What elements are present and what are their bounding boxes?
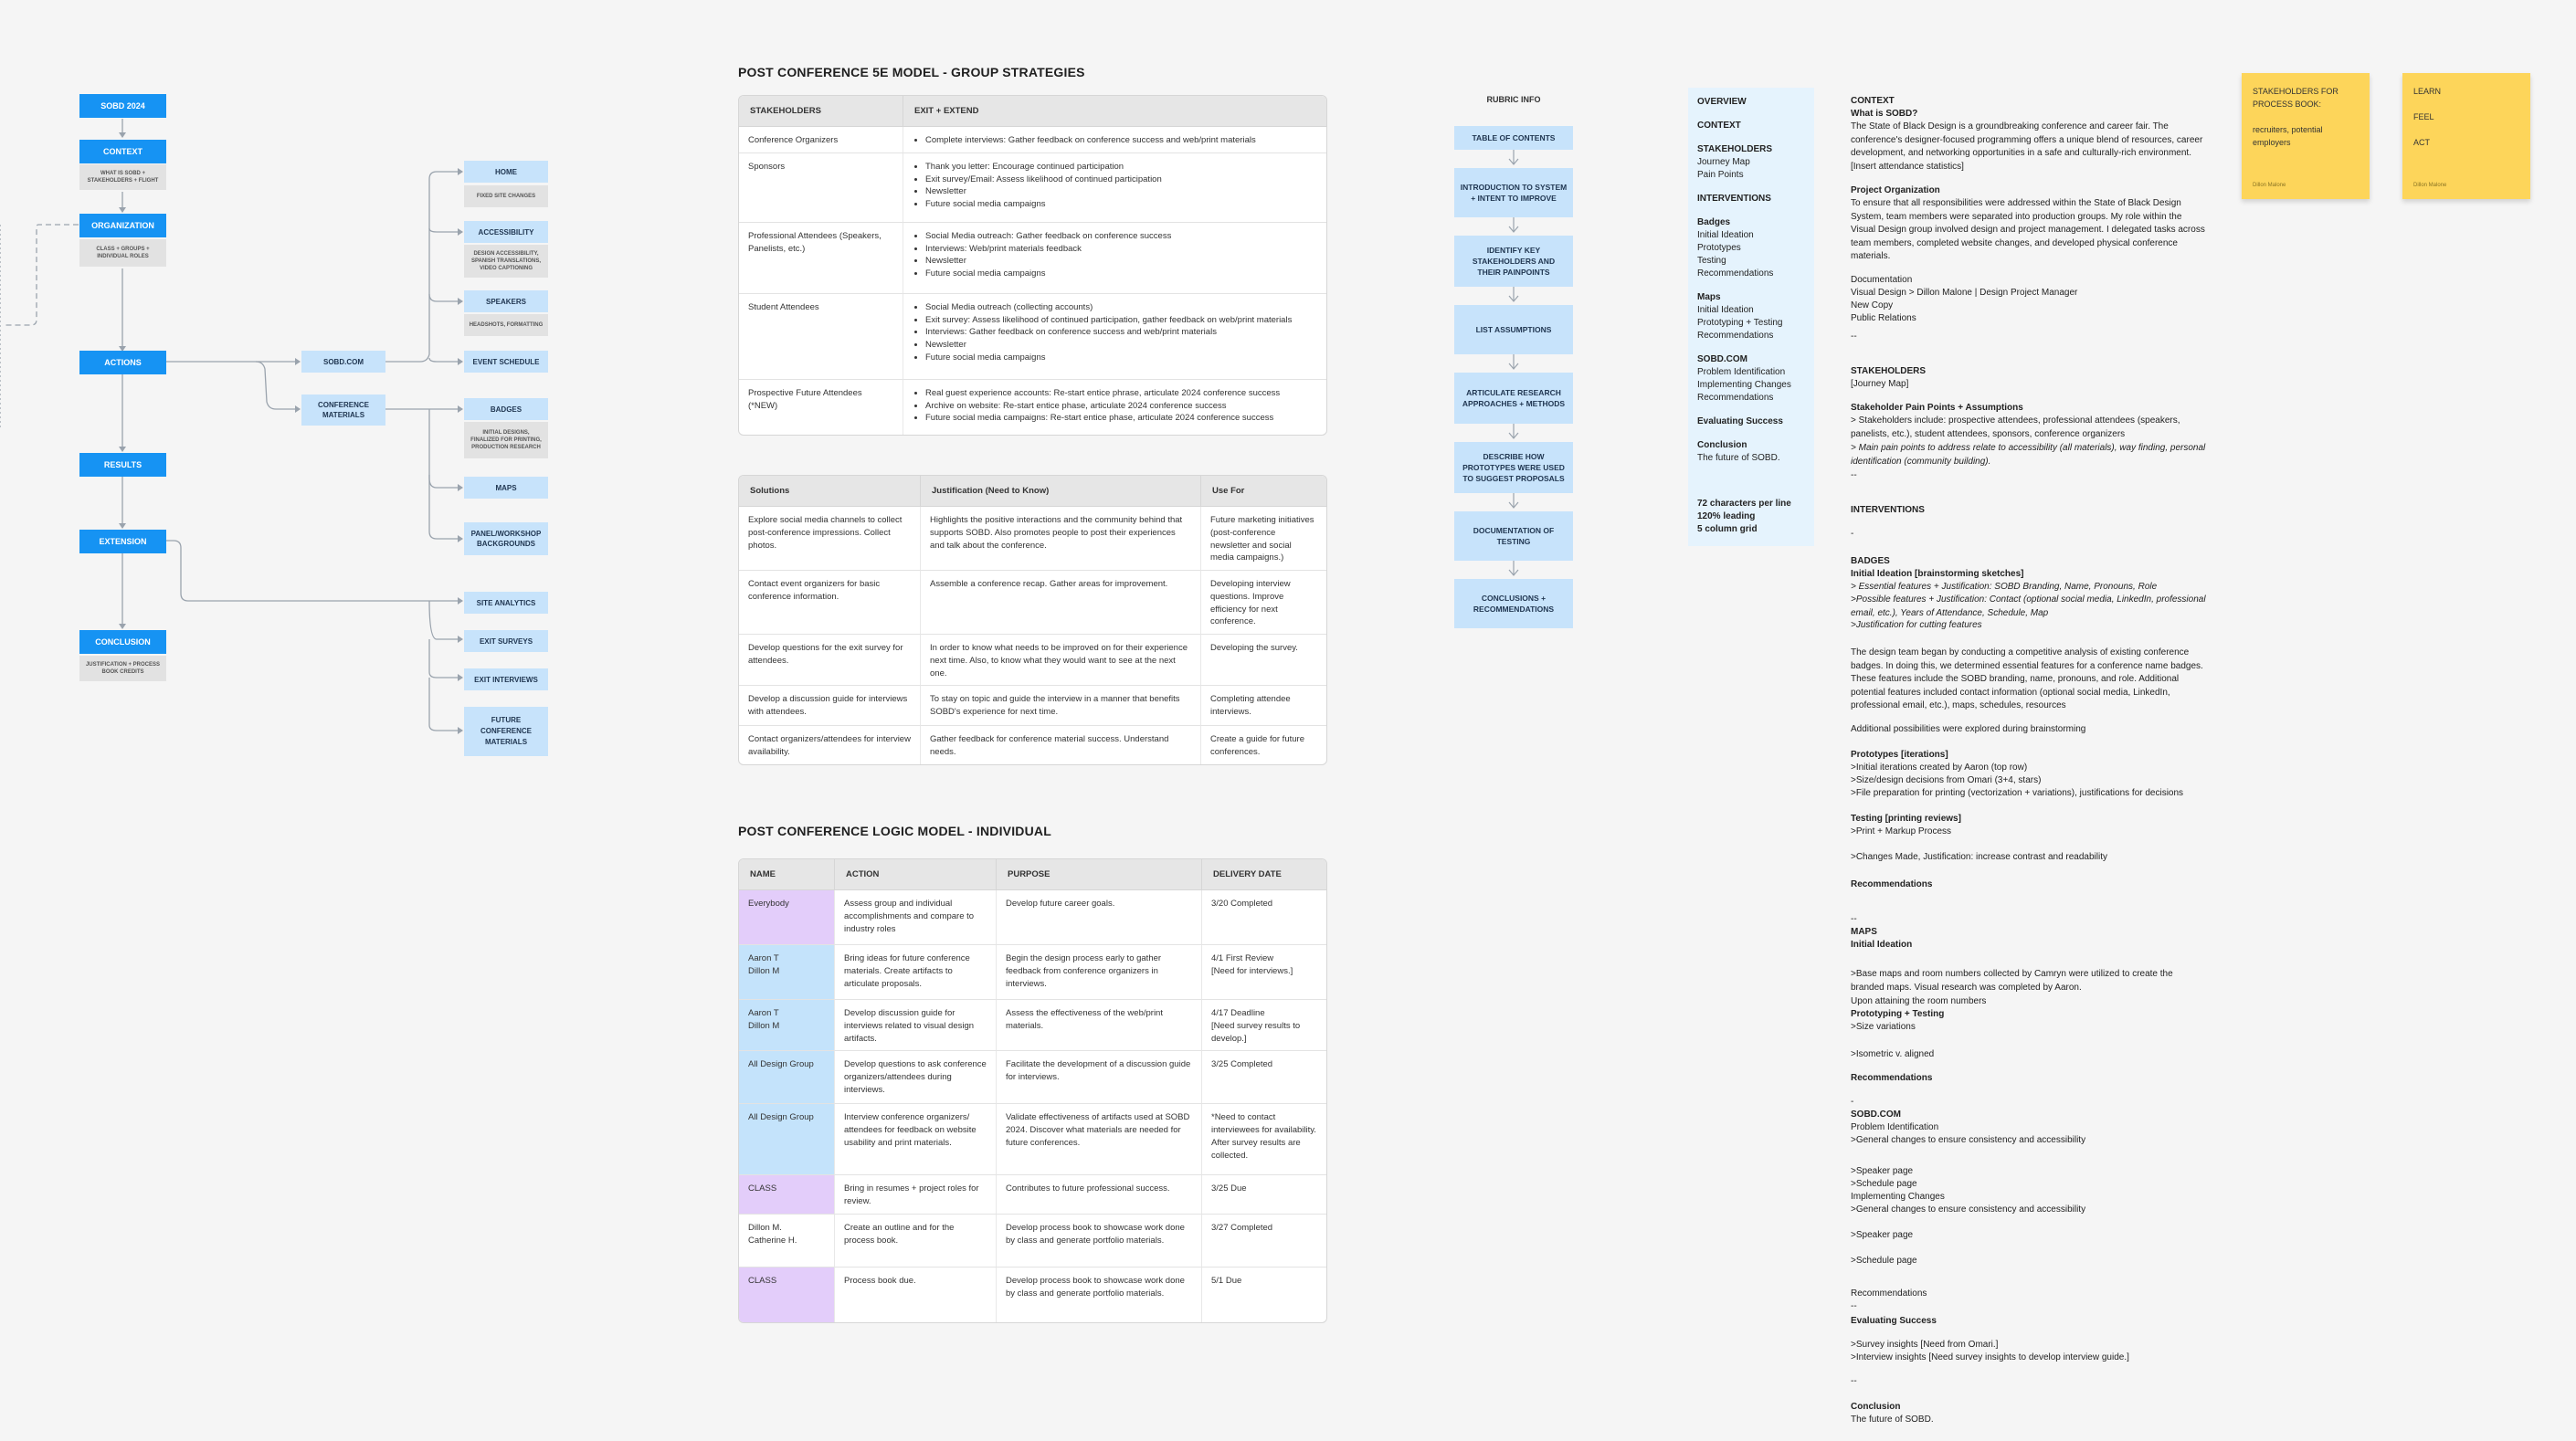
table-row: [739, 380, 1326, 435]
table-cell-date: 4/1 First Review [Need for interviews.]: [1202, 945, 1326, 1000]
table-cell-action: Develop discussion guide for interviews related to visual design artifacts.: [835, 1000, 997, 1051]
table-cell: Future marketing initiatives (post-conference newsletter and social media campaigns.): [1201, 507, 1326, 571]
table-cell-purpose: Develop future career goals.: [997, 890, 1202, 945]
note-line: >Size variations: [1851, 1022, 1916, 1032]
table-row: [739, 635, 1326, 686]
table-cell-date: *Need to contact interviewees for availability. After survey results are collected.: [1202, 1104, 1326, 1175]
sticky-author: Dillon Malone: [2253, 182, 2286, 188]
flow-node-organization[interactable]: ORGANIZATION: [79, 214, 166, 237]
exit-extend-cell: [903, 127, 1326, 153]
note-line: What is SOBD?: [1851, 109, 1918, 119]
table-cell-name: Everybody: [739, 890, 835, 945]
note-line: Additional possibilities were explored during brainstorming: [1851, 724, 2086, 734]
col-header: PURPOSE: [997, 859, 1202, 890]
col-header: Use For: [1201, 476, 1326, 507]
overview-item: Prototypes: [1697, 243, 1741, 253]
overview-item: Testing: [1697, 256, 1726, 266]
overview-item: Initial Ideation: [1697, 230, 1754, 240]
flow-note-conclusion: JUSTIFICATION + PROCESS BOOK CREDITS: [79, 656, 166, 681]
flow-node-context[interactable]: CONTEXT: [79, 140, 166, 163]
list-item: • Future social media campaigns: [925, 198, 1317, 211]
col-header: EXIT + EXTEND: [903, 96, 1326, 127]
overview-item: Recommendations: [1697, 331, 1774, 341]
rubric-item[interactable]: ARTICULATE RESEARCH APPROACHES + METHODS: [1454, 373, 1573, 424]
note-line: The future of SOBD.: [1851, 1415, 1934, 1425]
flow-note-badges: INITIAL DESIGNS, FINALIZED FOR PRINTING, PRODUCTION RESEARCH: [464, 422, 548, 458]
exit-extend-cell: [903, 294, 1326, 380]
overview-item: Prototyping + Testing: [1697, 318, 1783, 328]
table-cell-action: Bring ideas for future conference materials. Create artifacts to articulate proposals.: [835, 945, 997, 1000]
flow-node-results[interactable]: RESULTS: [79, 453, 166, 477]
note-line: >Justification for cutting features: [1851, 620, 1982, 630]
exit-extend-cell: [903, 223, 1326, 294]
note-line: >Schedule page: [1851, 1256, 1917, 1266]
table-row: [739, 1215, 1326, 1267]
table-row: [739, 945, 1326, 1000]
note-line: Initial Ideation [brainstorming sketches]: [1851, 569, 2024, 579]
table-row: [739, 153, 1326, 223]
table-row: [739, 127, 1326, 153]
table-cell: Highlights the positive interactions and the community behind that supports SOBD. Also promotes people to post their experiences and talk about the conference.: [921, 507, 1201, 571]
note-line: > Main pain points to address relate to accessibility (all materials), way finding, personal identification (community building).: [1851, 443, 2206, 467]
flow-node-conference-materials[interactable]: CONFERENCE MATERIALS: [301, 394, 385, 426]
stakeholder-cell: Conference Organizers: [739, 127, 903, 153]
table-cell-date: 3/25 Due: [1202, 1175, 1326, 1215]
table-cell-name: CLASS: [739, 1175, 835, 1215]
overview-item: Pain Points: [1697, 170, 1744, 180]
table-row: [739, 507, 1326, 571]
stakeholder-cell: Sponsors: [739, 153, 903, 223]
note-line: >General changes to ensure consistency and accessibility: [1851, 1204, 2086, 1215]
logic-model-table: [738, 858, 1327, 1323]
table-row: [739, 890, 1326, 945]
overview-item: 72 characters per line: [1697, 499, 1791, 509]
table-cell: Gather feedback for conference material success. Understand needs.: [921, 726, 1201, 764]
note-line: >Speaker page: [1851, 1166, 1914, 1176]
table-cell-date: 4/17 Deadline [Need survey results to develop.]: [1202, 1000, 1326, 1051]
table-cell-date: 3/25 Completed: [1202, 1051, 1326, 1104]
table-cell-purpose: Contributes to future professional success.: [997, 1175, 1202, 1215]
table-cell-name: Dillon M. Catherine H.: [739, 1215, 835, 1267]
note-line: >Schedule page: [1851, 1179, 1917, 1189]
exit-extend-cell: [903, 153, 1326, 223]
table-cell-date: 3/27 Completed: [1202, 1215, 1326, 1267]
flow-node-future-materials[interactable]: FUTURE CONFERENCE MATERIALS: [464, 707, 548, 756]
overview-item: Conclusion: [1697, 440, 1747, 450]
note-line: Initial Ideation: [1851, 940, 1913, 950]
note-line: The design team began by conducting a competitive analysis of existing conference badges. In doing this, we determined essential features for a conference name badges. These features include the SOBD branding, name, pronouns, and role. Additional potential features included contact information (optional social media, LinkedIn, professional email, etc.), maps, schedules, resources: [1851, 647, 2203, 710]
flow-node-speakers[interactable]: SPEAKERS: [464, 290, 548, 312]
exit-extend-cell: [903, 380, 1326, 435]
list-item: • Real guest experience accounts: Re-start entice phrase, articulate 2024 conference success: [925, 387, 1317, 400]
col-header: ACTION: [835, 859, 997, 890]
flow-node-exit-surveys[interactable]: EXIT SURVEYS: [464, 630, 548, 652]
table-row: [739, 223, 1326, 294]
note-line: > Stakeholders include: prospective attendees, professional attendees (speakers, panelists, etc.), student attendees, sponsors, conference organizers: [1851, 415, 2180, 439]
overview-item: Journey Map: [1697, 157, 1750, 167]
logic-model-title: POST CONFERENCE LOGIC MODEL - INDIVIDUAL: [738, 824, 1051, 838]
sticky-author: Dillon Malone: [2413, 182, 2447, 188]
table-cell-purpose: Facilitate the development of a discussion guide for interviews.: [997, 1051, 1202, 1104]
flow-node-maps[interactable]: MAPS: [464, 477, 548, 499]
flow-node-extension[interactable]: EXTENSION: [79, 530, 166, 553]
table-cell-action: Develop questions to ask conference organizers/attendees during interviews.: [835, 1051, 997, 1104]
list-item: • Future social media campaigns: [925, 268, 1317, 280]
stakeholder-cell: Professional Attendees (Speakers, Panelists, etc.): [739, 223, 903, 294]
table-cell-action: Create an outline and for the process book.: [835, 1215, 997, 1267]
note-line: [Journey Map]: [1851, 379, 1909, 389]
table-cell: Developing interview questions. Improve efficiency for next conference.: [1201, 571, 1326, 635]
flow-node-panel-backgrounds[interactable]: PANEL/WORKSHOP BACKGROUNDS: [464, 522, 548, 555]
list-item: • Social Media outreach: Gather feedback on conference success: [925, 230, 1317, 243]
note-line: Testing [printing reviews]: [1851, 814, 1961, 824]
col-header: Solutions: [739, 476, 921, 507]
note-line: >Possible features + Justification: Contact (optional social media, LinkedIn, professional email, etc.), Years of Attendance, Schedule, Map: [1851, 594, 2206, 618]
flow-note-context: WHAT IS SOBD + STAKEHOLDERS + FLIGHT: [79, 164, 166, 190]
flow-node-actions[interactable]: ACTIONS: [79, 351, 166, 374]
note-line: Implementing Changes: [1851, 1192, 1945, 1202]
note-line: Documentation: [1851, 275, 1913, 285]
note-line: --: [1851, 914, 1857, 924]
rubric-item[interactable]: INTRODUCTION TO SYSTEM + INTENT TO IMPROVE: [1454, 168, 1573, 217]
note-line: -: [1851, 1097, 1854, 1107]
table-cell-purpose: Begin the design process early to gather feedback from conference organizers in interviews.: [997, 945, 1202, 1000]
table-cell-action: Bring in resumes + project roles for review.: [835, 1175, 997, 1215]
flow-node-site-analytics[interactable]: SITE ANALYTICS: [464, 592, 548, 614]
note-line: STAKEHOLDERS: [1851, 366, 1927, 376]
table-cell-name: Aaron T Dillon M: [739, 1000, 835, 1051]
table-cell: Create a guide for future conferences.: [1210, 734, 1304, 758]
list-item: • Newsletter: [925, 339, 1317, 352]
col-header: STAKEHOLDERS: [739, 96, 903, 127]
overview-item: Implementing Changes: [1697, 380, 1791, 390]
note-line: Stakeholder Pain Points + Assumptions: [1851, 403, 2023, 413]
table-cell: Contact organizers/attendees for interview availability.: [739, 726, 921, 764]
note-line: >Initial iterations created by Aaron (top row): [1851, 763, 2028, 773]
note-line: --: [1851, 1376, 1857, 1386]
note-line: > Essential features + Justification: SOBD Branding, Name, Pronouns, Role: [1851, 582, 2158, 592]
group-strategies-table: [738, 95, 1327, 436]
overview-item: Maps: [1697, 292, 1721, 302]
sticky-note-learn-feel-act[interactable]: [2402, 73, 2530, 199]
note-line: >Size/design decisions from Omari (3+4, stars): [1851, 775, 2042, 785]
table-cell-date: 3/20 Completed: [1202, 890, 1326, 945]
solutions-table: [738, 475, 1327, 765]
table-cell-date: 5/1 Due: [1211, 1275, 1242, 1286]
table-cell-action: Assess group and individual accomplishments and compare to industry roles: [835, 890, 997, 945]
note-line: >General changes to ensure consistency and accessibility: [1851, 1135, 2086, 1145]
table-cell: Completing attendee interviews.: [1201, 686, 1326, 726]
table-cell: Assemble a conference recap. Gather areas for improvement.: [921, 571, 1201, 635]
note-line: Recommendations: [1851, 1288, 1927, 1299]
stakeholder-cell: Student Attendees: [739, 294, 903, 380]
note-line: -: [1851, 529, 1854, 539]
list-item: • Interviews: Gather feedback on conference success and web/print materials: [925, 326, 1317, 339]
flow-note-accessibility: DESIGN ACCESSIBILITY, SPANISH TRANSLATIONS, VIDEO CAPTIONING: [464, 245, 548, 278]
note-line: >Survey insights [Need from Omari.]: [1851, 1340, 1999, 1350]
list-item: • Future social media campaigns: Re-start entice phase, articulate 2024 conference success: [925, 412, 1317, 425]
table-row: [739, 571, 1326, 635]
note-line: >Speaker page: [1851, 1230, 1914, 1240]
overview-item: SOBD.COM: [1697, 354, 1747, 364]
list-item: • Newsletter: [925, 255, 1317, 268]
note-line: New Copy: [1851, 300, 1894, 310]
group-strategies-title: POST CONFERENCE 5E MODEL - GROUP STRATEGIES: [738, 65, 1085, 79]
overview-item: Recommendations: [1697, 393, 1774, 403]
list-item: • Exit survey: Assess likelihood of continued participation, gather feedback on web/print materials: [925, 314, 1317, 327]
flow-node-accessibility[interactable]: ACCESSIBILITY: [464, 221, 548, 243]
table-cell-action: Process book due.: [835, 1267, 997, 1322]
note-line: --: [1851, 331, 1857, 342]
table-cell: Develop questions for the exit survey for attendees.: [739, 635, 921, 686]
note-line: Public Relations: [1851, 313, 1916, 323]
flow-node-event-schedule[interactable]: EVENT SCHEDULE: [464, 351, 548, 373]
overview-item: 5 column grid: [1697, 524, 1758, 534]
overview-item: STAKEHOLDERS: [1697, 144, 1773, 154]
table-cell: In order to know what needs to be improved on for their experience next time. Also, to know what they would want to see at the next one.: [921, 635, 1201, 686]
table-row: [739, 1175, 1326, 1215]
note-line: Evaluating Success: [1851, 1316, 1937, 1326]
table-cell-action: Interview conference organizers/ attendees for feedback on website usability and print materials.: [835, 1104, 997, 1175]
table-row: [739, 686, 1326, 726]
table-cell-name: All Design Group: [739, 1051, 835, 1104]
note-line: --: [1851, 1301, 1857, 1311]
note-line: Conclusion: [1851, 1402, 1901, 1412]
note-line: INTERVENTIONS: [1851, 505, 1925, 515]
overview-item: Problem Identification: [1697, 367, 1786, 377]
note-line: >Interview insights [Need survey insights to develop interview guide.]: [1851, 1352, 2129, 1362]
sticky-text: LEARN FEEL ACT: [2413, 87, 2442, 147]
list-item: • Future social media campaigns: [925, 352, 1317, 364]
table-cell-purpose: Develop process book to showcase work done by class and generate portfolio materials.: [997, 1215, 1202, 1267]
list-item: • Thank you letter: Encourage continued participation: [925, 161, 1317, 174]
table-row: [739, 1000, 1326, 1051]
table-row: [739, 1267, 1326, 1322]
note-line: Problem Identification: [1851, 1122, 1939, 1132]
table-cell-purpose: Develop process book to showcase work done by class and generate portfolio materials.: [997, 1267, 1202, 1322]
list-item: • Social Media outreach (collecting accounts): [925, 301, 1317, 314]
note-line: MAPS: [1851, 927, 1877, 937]
table-cell-name: CLASS: [739, 1267, 835, 1322]
overview-item: Initial Ideation: [1697, 305, 1754, 315]
col-header: NAME: [739, 859, 835, 890]
list-item: • Archive on website: Re-start entice phase, articulate 2024 conference success: [925, 400, 1317, 413]
table-cell-purpose: Validate effectiveness of artifacts used at SOBD 2024. Discover what materials are needed for future conferences.: [997, 1104, 1202, 1175]
list-item: • Complete interviews: Gather feedback on conference success and web/print materials: [925, 134, 1317, 147]
note-line: >Isometric v. aligned: [1851, 1049, 1935, 1059]
note-line: >File preparation for printing (vectorization + variations), justifications for decisions: [1851, 788, 2184, 798]
overview-item: The future of SOBD.: [1697, 453, 1780, 463]
table-cell: Developing the survey.: [1201, 635, 1326, 686]
flow-note-organization: CLASS + GROUPS + INDIVIDUAL ROLES: [79, 239, 166, 267]
rubric-item[interactable]: CONCLUSIONS + RECOMMENDATIONS: [1454, 579, 1573, 628]
note-line: The State of Black Design is a groundbreaking conference and career fair. The conference's designer-focused programming offers a unique blend of resources, career development, and networking opportunities in a safe and culturally-rich environment. [Insert attendance statistics]: [1851, 121, 2203, 172]
note-line: Prototypes [iterations]: [1851, 750, 1948, 760]
overview-item: INTERVENTIONS: [1697, 194, 1771, 204]
note-line: Project Organization: [1851, 185, 1940, 195]
table-row: [739, 1104, 1326, 1175]
table-row: [739, 726, 1326, 764]
table-cell: Explore social media channels to collect post-conference impressions. Collect photos.: [739, 507, 921, 571]
rubric-item[interactable]: TABLE OF CONTENTS: [1454, 126, 1573, 150]
table-row: [739, 1051, 1326, 1104]
flow-node-exit-interviews[interactable]: EXIT INTERVIEWS: [464, 668, 548, 690]
rubric-item[interactable]: DESCRIBE HOW PROTOTYPES WERE USED TO SUGGEST PROPOSALS: [1454, 442, 1573, 493]
note-line: --: [1851, 470, 1857, 480]
note-line: To ensure that all responsibilities were addressed within the State of Black Design System, team members were separated into production groups. My role within the Visual Design group involved design and project management. I delegated tasks across team members, completed website changes, and developed physical conference materials.: [1851, 198, 2205, 261]
note-line: Visual Design > Dillon Malone | Design Project Manager: [1851, 288, 2078, 298]
overview-item: Evaluating Success: [1697, 416, 1783, 426]
sticky-note-stakeholders[interactable]: [2242, 73, 2370, 199]
note-line: Upon attaining the room numbers: [1851, 996, 1987, 1006]
overview-item: 120% leading: [1697, 511, 1756, 521]
rubric-item[interactable]: DOCUMENTATION OF TESTING: [1454, 511, 1573, 561]
note-line: BADGES: [1851, 556, 1890, 566]
flow-node-sobd-com[interactable]: SOBD.COM: [301, 351, 385, 373]
note-line: CONTEXT: [1851, 96, 1895, 106]
list-item: • Newsletter: [925, 185, 1317, 198]
table-cell: To stay on topic and guide the interview in a manner that benefits SOBD's experience for next time.: [921, 686, 1201, 726]
rubric-item[interactable]: LIST ASSUMPTIONS: [1454, 305, 1573, 354]
rubric-item[interactable]: IDENTIFY KEY STAKEHOLDERS AND THEIR PAINPOINTS: [1454, 236, 1573, 287]
flow-node-badges[interactable]: BADGES: [464, 398, 548, 420]
table-cell: Contact event organizers for basic conference information.: [739, 571, 921, 635]
overview-item: OVERVIEW: [1697, 97, 1747, 107]
overview-item: Badges: [1697, 217, 1731, 227]
table-cell: Develop a discussion guide for interviews with attendees.: [739, 686, 921, 726]
table-cell-purpose: Assess the effectiveness of the web/print materials.: [997, 1000, 1202, 1051]
overview-item: Recommendations: [1697, 268, 1774, 279]
note-line: >Print + Markup Process: [1851, 826, 1952, 836]
flow-node-home[interactable]: HOME: [464, 161, 548, 183]
note-line: >Changes Made, Justification: increase contrast and readability: [1851, 852, 2107, 862]
note-line: >Base maps and room numbers collected by Camryn were utilized to create the branded maps. Visual research was completed by Aaron.: [1851, 969, 2173, 993]
rubric-title: RUBRIC INFO: [1486, 95, 1541, 104]
table-row: [739, 294, 1326, 380]
flow-node-conclusion[interactable]: CONCLUSION: [79, 630, 166, 654]
overview-item: CONTEXT: [1697, 121, 1741, 131]
stakeholder-cell: Prospective Future Attendees (*NEW): [739, 380, 903, 435]
list-item: • Exit survey/Email: Assess likelihood of continued participation: [925, 174, 1317, 186]
note-line: Recommendations: [1851, 1073, 1933, 1083]
sticky-text: STAKEHOLDERS FOR PROCESS BOOK: recruiters, potential employers: [2253, 87, 2338, 147]
note-line: Prototyping + Testing: [1851, 1009, 1945, 1019]
flow-node-sobd2024[interactable]: SOBD 2024: [79, 94, 166, 118]
table-cell-name: Aaron T Dillon M: [739, 945, 835, 1000]
list-item: • Interviews: Web/print materials feedback: [925, 243, 1317, 256]
flow-note-speakers: HEADSHOTS, FORMATTING: [464, 314, 548, 336]
table-cell-name: All Design Group: [739, 1104, 835, 1175]
col-header: DELIVERY DATE: [1202, 859, 1326, 890]
col-header: Justification (Need to Know): [921, 476, 1201, 507]
flow-note-home: FIXED SITE CHANGES: [464, 185, 548, 207]
note-line: SOBD.COM: [1851, 1110, 1901, 1120]
note-line: Recommendations: [1851, 879, 1933, 889]
